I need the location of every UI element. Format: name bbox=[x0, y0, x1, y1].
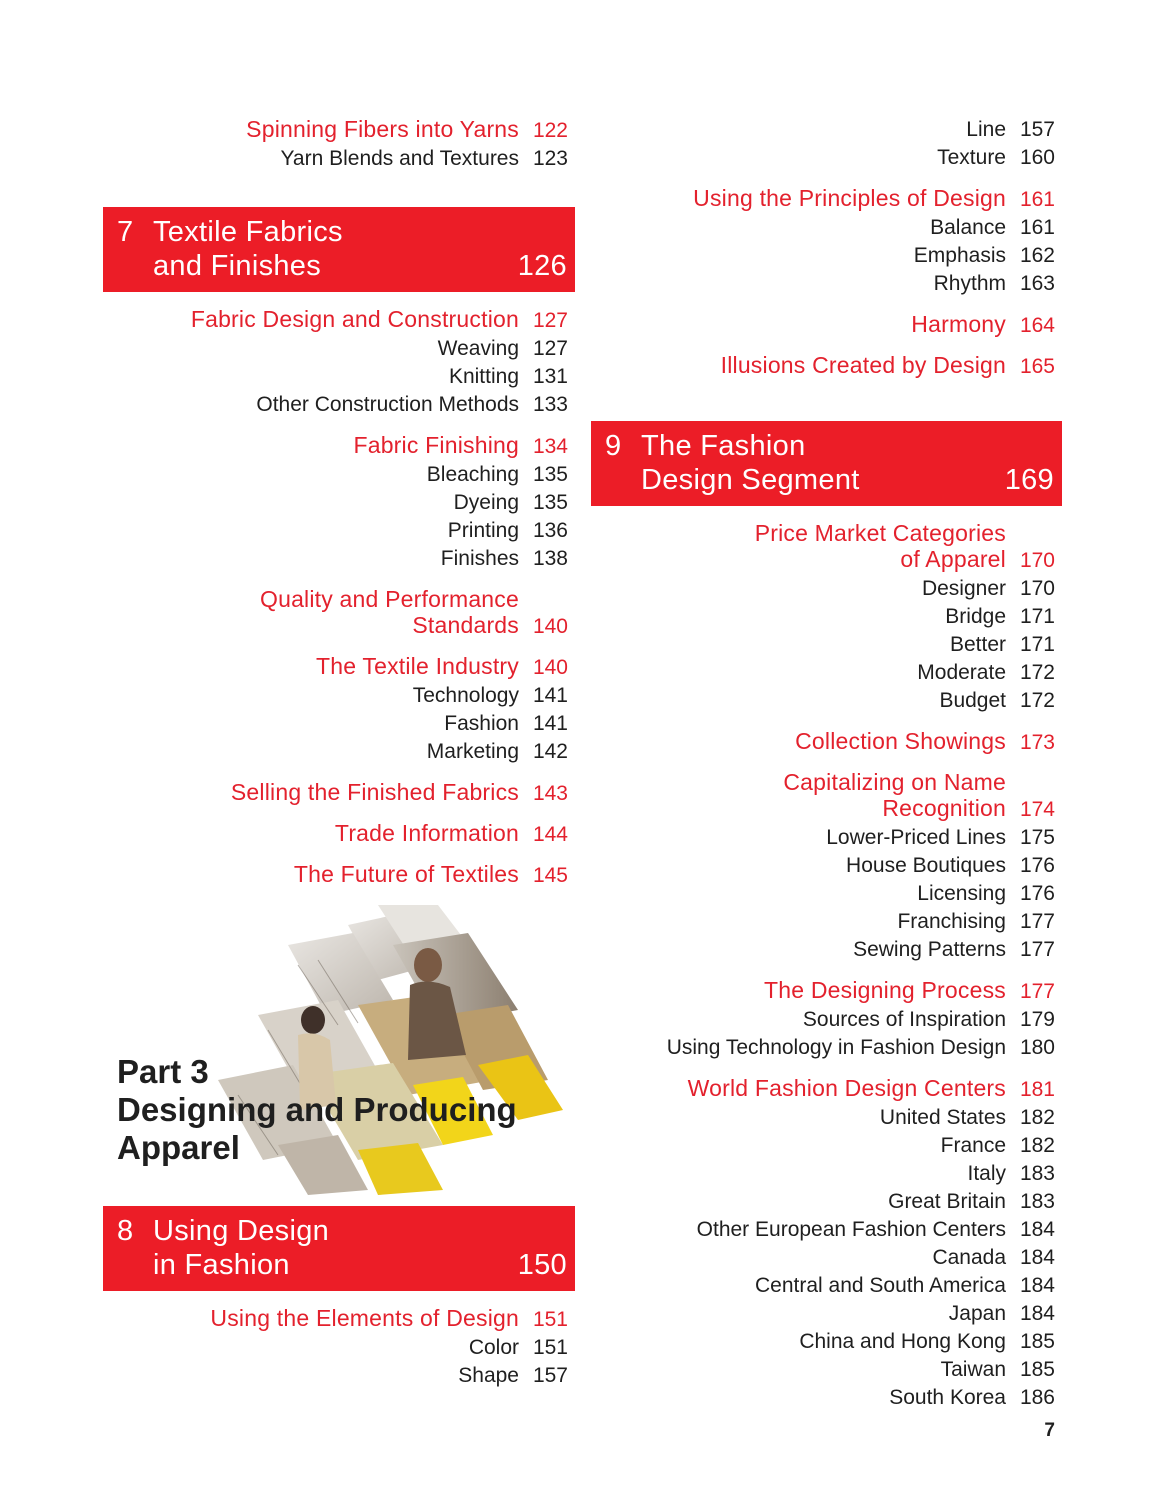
toc-entry-page: 141 bbox=[532, 684, 568, 707]
toc-entry-title: Standards bbox=[412, 612, 519, 638]
toc-list-right-top bbox=[591, 116, 1062, 380]
toc-entry-page: 179 bbox=[1019, 1008, 1055, 1031]
chapter-7-banner[interactable] bbox=[103, 207, 575, 292]
toc-entry-title: Using the Principles of Design bbox=[693, 185, 1006, 211]
toc-entry-page: 138 bbox=[532, 547, 568, 570]
toc-subentry[interactable] bbox=[103, 1334, 575, 1362]
toc-entry-title: China and Hong Kong bbox=[799, 1330, 1006, 1353]
toc-entry-page: 171 bbox=[1019, 633, 1055, 656]
toc-entry-title: Line bbox=[966, 118, 1006, 141]
toc-subentry[interactable] bbox=[591, 603, 1062, 631]
toc-subentry[interactable] bbox=[591, 1006, 1062, 1034]
toc-subentry[interactable] bbox=[103, 682, 575, 710]
toc-entry-title: Marketing bbox=[426, 740, 519, 763]
toc-entry-page: 182 bbox=[1019, 1106, 1055, 1129]
toc-entry-title: Using the Elements of Design bbox=[210, 1305, 519, 1331]
toc-entry-title: Other European Fashion Centers bbox=[696, 1218, 1006, 1241]
toc-entry-title: Bridge bbox=[945, 605, 1006, 628]
toc-entry-page: 136 bbox=[532, 519, 568, 542]
toc-entry-page: 185 bbox=[1019, 1358, 1055, 1381]
toc-subentry[interactable] bbox=[591, 1356, 1062, 1384]
chapter-8-section bbox=[103, 1206, 575, 1390]
part-3-block bbox=[103, 905, 575, 1195]
chapter-title-line1: Using Design bbox=[153, 1215, 330, 1247]
toc-entry-title: Designer bbox=[921, 577, 1006, 600]
toc-entry-title: Great Britain bbox=[888, 1190, 1006, 1213]
toc-section-entry[interactable] bbox=[103, 779, 575, 807]
toc-entry-page: 180 bbox=[1019, 1036, 1055, 1059]
toc-section-entry[interactable] bbox=[591, 311, 1062, 339]
part-label: Part 3 bbox=[117, 1053, 209, 1090]
toc-entry-page: 183 bbox=[1019, 1162, 1055, 1185]
toc-subentry[interactable] bbox=[591, 1384, 1062, 1412]
toc-entry-page: 157 bbox=[1019, 118, 1055, 141]
toc-section-entry[interactable] bbox=[103, 820, 575, 848]
toc-entry-title: Finishes bbox=[440, 547, 519, 570]
toc-subentry[interactable] bbox=[591, 1272, 1062, 1300]
toc-subentry[interactable] bbox=[591, 852, 1062, 880]
toc-subentry[interactable] bbox=[591, 1300, 1062, 1328]
toc-section-entry[interactable] bbox=[591, 185, 1062, 213]
chapter-title-line2: and Finishes bbox=[153, 250, 322, 282]
toc-subentry[interactable] bbox=[591, 1328, 1062, 1356]
toc-subentry[interactable] bbox=[103, 391, 575, 419]
toc-entry-title: Balance bbox=[930, 216, 1006, 239]
toc-section-entry[interactable] bbox=[103, 1305, 575, 1333]
toc-entry-title: Better bbox=[949, 633, 1006, 656]
toc-subentry[interactable] bbox=[103, 145, 575, 173]
chapter-number: 9 bbox=[605, 430, 622, 462]
toc-entry-page: 172 bbox=[1019, 661, 1055, 684]
toc-subentry[interactable] bbox=[103, 545, 575, 573]
toc-entry-title: Shape bbox=[458, 1364, 519, 1387]
toc-entry-title: Technology bbox=[412, 684, 519, 707]
right-column bbox=[591, 116, 1062, 1412]
toc-section-entry[interactable] bbox=[591, 546, 1062, 574]
toc-entry-title: Moderate bbox=[917, 661, 1006, 684]
toc-entry-page: 133 bbox=[532, 393, 568, 416]
toc-subentry[interactable] bbox=[103, 710, 575, 738]
toc-entry-page: 160 bbox=[1019, 146, 1055, 169]
toc-entry-page: 181 bbox=[1019, 1078, 1055, 1101]
toc-list-chapter-9 bbox=[591, 520, 1062, 1412]
toc-entry-title: Texture bbox=[937, 146, 1006, 169]
toc-subentry[interactable] bbox=[103, 461, 575, 489]
toc-entry-page: 171 bbox=[1019, 605, 1055, 628]
toc-entry-title: Illusions Created by Design bbox=[720, 352, 1006, 378]
toc-section-entry[interactable] bbox=[103, 612, 575, 640]
toc-subentry[interactable] bbox=[103, 363, 575, 391]
toc-subentry[interactable] bbox=[591, 908, 1062, 936]
toc-entry-title: Sources of Inspiration bbox=[802, 1008, 1006, 1031]
toc-entry-page: 145 bbox=[532, 864, 568, 887]
toc-entry-title: Japan bbox=[948, 1302, 1006, 1325]
toc-section-entry[interactable] bbox=[591, 977, 1062, 1005]
toc-section-entry[interactable] bbox=[103, 432, 575, 460]
toc-subentry[interactable] bbox=[591, 214, 1062, 242]
toc-entry-title: Licensing bbox=[917, 882, 1006, 905]
toc-entry-page: 176 bbox=[1019, 882, 1055, 905]
toc-entry-title: Knitting bbox=[448, 365, 519, 388]
toc-subentry[interactable] bbox=[103, 517, 575, 545]
toc-section-entry[interactable] bbox=[591, 728, 1062, 756]
toc-entry-title: Sewing Patterns bbox=[853, 938, 1006, 961]
toc-entry-page: 140 bbox=[532, 656, 568, 679]
toc-entry-title: The Future of Textiles bbox=[293, 861, 519, 887]
toc-entry-title: World Fashion Design Centers bbox=[687, 1075, 1006, 1101]
toc-entry-page: 135 bbox=[532, 463, 568, 486]
toc-entry-title: Recognition bbox=[882, 795, 1006, 821]
toc-section-entry[interactable] bbox=[103, 653, 575, 681]
toc-entry-title: House Boutiques bbox=[846, 854, 1006, 877]
toc-subentry[interactable] bbox=[591, 1034, 1062, 1062]
toc-entry-page: 170 bbox=[1019, 577, 1055, 600]
toc-entry-title: Lower-Priced Lines bbox=[826, 826, 1006, 849]
toc-entry-page: 122 bbox=[532, 119, 568, 142]
toc-section-entry[interactable] bbox=[103, 586, 575, 612]
toc-entry-page: 161 bbox=[1019, 216, 1055, 239]
toc-entry-title: Italy bbox=[967, 1162, 1006, 1185]
toc-entry-page: 184 bbox=[1019, 1218, 1055, 1241]
toc-subentry[interactable] bbox=[591, 1104, 1062, 1132]
toc-entry-title: Selling the Finished Fabrics bbox=[230, 779, 519, 805]
toc-entry-title: Collection Showings bbox=[795, 728, 1006, 754]
toc-subentry[interactable] bbox=[591, 575, 1062, 603]
toc-list-left-top bbox=[103, 116, 575, 173]
toc-list-chapter-8 bbox=[103, 1305, 575, 1390]
toc-subentry[interactable] bbox=[103, 738, 575, 766]
toc-entry-page: 157 bbox=[532, 1364, 568, 1387]
toc-entry-page: 163 bbox=[1019, 272, 1055, 295]
page-number: 7 bbox=[1044, 1420, 1055, 1441]
toc-entry-title: Taiwan bbox=[940, 1358, 1006, 1381]
toc-entry-page: 134 bbox=[532, 435, 568, 458]
toc-entry-title: Dyeing bbox=[453, 491, 519, 514]
toc-section-entry[interactable] bbox=[591, 769, 1062, 795]
toc-entry-title: South Korea bbox=[889, 1386, 1006, 1409]
toc-list-chapter-7 bbox=[103, 306, 575, 889]
toc-entry-title: Trade Information bbox=[334, 820, 519, 846]
toc-entry-page: 165 bbox=[1019, 355, 1055, 378]
toc-entry-title: Bleaching bbox=[426, 463, 519, 486]
toc-entry-page: 174 bbox=[1019, 798, 1055, 821]
toc-entry-page: 123 bbox=[532, 147, 568, 170]
chapter-page: 126 bbox=[517, 250, 567, 282]
toc-section-entry[interactable] bbox=[591, 1075, 1062, 1103]
toc-subentry[interactable] bbox=[591, 880, 1062, 908]
toc-entry-title: Spinning Fibers into Yarns bbox=[246, 116, 519, 142]
toc-subentry[interactable] bbox=[591, 824, 1062, 852]
toc-entry-title: Price Market Categories bbox=[754, 520, 1006, 546]
toc-subentry[interactable] bbox=[591, 242, 1062, 270]
toc-entry-title: Using Technology in Fashion Design bbox=[666, 1036, 1006, 1059]
toc-entry-title: Fabric Design and Construction bbox=[190, 306, 519, 332]
toc-entry-title: Capitalizing on Name bbox=[783, 769, 1006, 795]
toc-entry-page: 184 bbox=[1019, 1246, 1055, 1269]
toc-entry-title: Fashion bbox=[444, 712, 519, 735]
chapter-title-line1: Textile Fabrics bbox=[153, 216, 343, 248]
toc-subentry[interactable] bbox=[591, 687, 1062, 715]
toc-entry-page: 143 bbox=[532, 782, 568, 805]
toc-entry-page: 183 bbox=[1019, 1190, 1055, 1213]
toc-entry-page: 131 bbox=[532, 365, 568, 388]
toc-entry-page: 151 bbox=[532, 1308, 568, 1331]
toc-entry-title: Emphasis bbox=[913, 244, 1006, 267]
toc-subentry[interactable] bbox=[591, 270, 1062, 298]
toc-entry-page: 127 bbox=[532, 309, 568, 332]
toc-entry-page: 144 bbox=[532, 823, 568, 846]
toc-subentry[interactable] bbox=[103, 489, 575, 517]
chapter-number: 7 bbox=[117, 216, 134, 248]
toc-subentry[interactable] bbox=[591, 936, 1062, 964]
toc-entry-page: 172 bbox=[1019, 689, 1055, 712]
toc-entry-page: 141 bbox=[532, 712, 568, 735]
toc-entry-title: The Textile Industry bbox=[315, 653, 519, 679]
chapter-page: 150 bbox=[517, 1249, 567, 1281]
toc-subentry[interactable] bbox=[103, 335, 575, 363]
toc-subentry[interactable] bbox=[591, 631, 1062, 659]
part-name-line1: Designing and Producing bbox=[117, 1091, 517, 1128]
toc-entry-page: 140 bbox=[532, 615, 568, 638]
chapter-title-line2: Design Segment bbox=[641, 464, 860, 496]
toc-entry-title: Canada bbox=[932, 1246, 1006, 1269]
toc-entry-title: Yarn Blends and Textures bbox=[280, 147, 519, 170]
toc-entry-title: United States bbox=[879, 1106, 1006, 1129]
toc-entry-title: Color bbox=[468, 1336, 519, 1359]
toc-subentry[interactable] bbox=[591, 144, 1062, 172]
toc-entry-page: 175 bbox=[1019, 826, 1055, 849]
toc-subentry[interactable] bbox=[591, 1160, 1062, 1188]
chapter-8-banner[interactable] bbox=[103, 1206, 575, 1291]
toc-entry-title: The Designing Process bbox=[764, 977, 1006, 1003]
toc-entry-page: 170 bbox=[1019, 549, 1055, 572]
toc-entry-page: 177 bbox=[1019, 938, 1055, 961]
toc-entry-title: Fabric Finishing bbox=[353, 432, 519, 458]
toc-entry-page: 142 bbox=[532, 740, 568, 763]
toc-entry-title: France bbox=[940, 1134, 1006, 1157]
toc-section-entry[interactable] bbox=[103, 116, 575, 144]
toc-entry-page: 135 bbox=[532, 491, 568, 514]
toc-section-entry[interactable] bbox=[591, 795, 1062, 823]
chapter-page: 169 bbox=[1004, 464, 1054, 496]
toc-entry-title: Central and South America bbox=[755, 1274, 1006, 1297]
toc-entry-page: 151 bbox=[532, 1336, 568, 1359]
toc-entry-page: 184 bbox=[1019, 1274, 1055, 1297]
chapter-number: 8 bbox=[117, 1215, 134, 1247]
toc-subentry[interactable] bbox=[591, 1188, 1062, 1216]
toc-entry-page: 161 bbox=[1019, 188, 1055, 211]
toc-entry-page: 177 bbox=[1019, 980, 1055, 1003]
chapter-title-line2: in Fashion bbox=[153, 1249, 290, 1281]
toc-section-entry[interactable] bbox=[591, 520, 1062, 546]
part-title bbox=[117, 1053, 517, 1167]
toc-entry-title: of Apparel bbox=[900, 546, 1006, 572]
toc-section-entry[interactable] bbox=[103, 861, 575, 889]
toc-entry-page: 164 bbox=[1019, 314, 1055, 337]
toc-subentry[interactable] bbox=[103, 1362, 575, 1390]
toc-entry-page: 173 bbox=[1019, 731, 1055, 754]
toc-entry-title: Quality and Performance bbox=[259, 586, 519, 612]
toc-entry-page: 185 bbox=[1019, 1330, 1055, 1353]
toc-entry-page: 162 bbox=[1019, 244, 1055, 267]
toc-entry-title: Budget bbox=[939, 689, 1006, 712]
chapter-9-banner[interactable] bbox=[591, 421, 1062, 506]
toc-entry-page: 186 bbox=[1019, 1386, 1055, 1409]
toc-entry-title: Harmony bbox=[911, 311, 1006, 337]
toc-entry-title: Rhythm bbox=[933, 272, 1006, 295]
part-name-line2: Apparel bbox=[117, 1129, 240, 1166]
toc-entry-page: 127 bbox=[532, 337, 568, 360]
chapter-title-line1: The Fashion bbox=[641, 430, 806, 462]
toc-entry-page: 184 bbox=[1019, 1302, 1055, 1325]
toc-entry-title: Other Construction Methods bbox=[256, 393, 519, 416]
toc-entry-title: Weaving bbox=[437, 337, 519, 360]
toc-subentry[interactable] bbox=[591, 1132, 1062, 1160]
toc-entry-title: Printing bbox=[447, 519, 519, 542]
toc-entry-page: 177 bbox=[1019, 910, 1055, 933]
toc-subentry[interactable] bbox=[591, 1244, 1062, 1272]
toc-subentry[interactable] bbox=[591, 116, 1062, 144]
toc-subentry[interactable] bbox=[591, 659, 1062, 687]
toc-entry-page: 182 bbox=[1019, 1134, 1055, 1157]
toc-section-entry[interactable] bbox=[591, 352, 1062, 380]
toc-entry-title: Franchising bbox=[897, 910, 1006, 933]
toc-subentry[interactable] bbox=[591, 1216, 1062, 1244]
toc-entry-page: 176 bbox=[1019, 854, 1055, 877]
left-column bbox=[103, 116, 575, 889]
toc-section-entry[interactable] bbox=[103, 306, 575, 334]
